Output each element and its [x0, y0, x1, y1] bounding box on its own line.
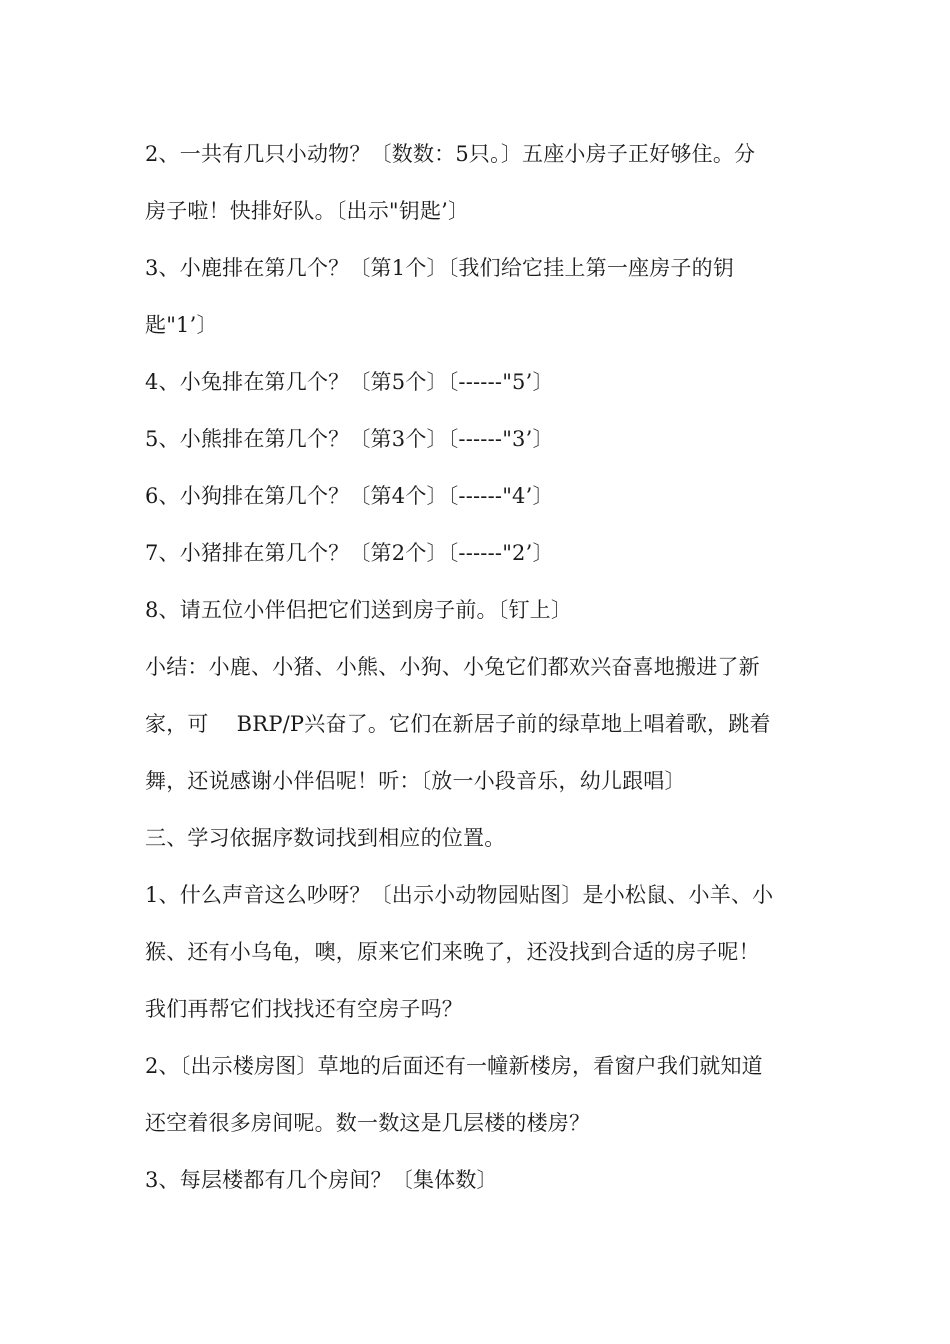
text-line: 5、小熊排在第几个？〔第3个〕〔------"3’〕 — [145, 427, 554, 451]
text-line: 7、小猪排在第几个？〔第2个〕〔------"2’〕 — [145, 541, 554, 565]
text-line: 3、每层楼都有几个房间？〔集体数〕 — [145, 1168, 498, 1192]
text-line: 1、什么声音这么吵呀？〔出示小动物园贴图〕是小松鼠、小羊、小 — [145, 883, 774, 907]
text-line: 还空着很多房间呢。数一数这是几层楼的楼房？ — [145, 1111, 591, 1135]
text-line: 匙"1’〕 — [145, 313, 218, 337]
text-line: 8、请五位小伴侣把它们送到房子前。〔钉上〕 — [145, 598, 573, 622]
text-line: 家，可 BRP/P兴奋了。它们在新居子前的绿草地上唱着歌，跳着 — [145, 712, 771, 736]
text-line: 房子啦！快排好队。〔出示"钥匙’〕 — [145, 199, 470, 223]
text-line: 4、小兔排在第几个？〔第5个〕〔------"5’〕 — [145, 370, 554, 394]
text-line: 我们再帮它们找找还有空房子吗？ — [145, 997, 463, 1021]
text-line: 6、小狗排在第几个？〔第4个〕〔------"4’〕 — [145, 484, 554, 508]
text-line: 小结：小鹿、小猪、小熊、小狗、小兔它们都欢兴奋喜地搬进了新 — [145, 655, 760, 679]
text-line: 猴、还有小乌龟，噢，原来它们来晚了，还没找到合适的房子呢！ — [145, 940, 760, 964]
text-line: 舞，还说感谢小伴侣呢！听：〔放一小段音乐，幼儿跟唱〕 — [145, 769, 686, 793]
text-line: 2、一共有几只小动物？〔数数：5只。〕五座小房子正好够住。分 — [145, 142, 756, 166]
section-heading: 三、学习依据序数词找到相应的位置。 — [145, 826, 506, 850]
text-line: 3、小鹿排在第几个？〔第1个〕〔我们给它挂上第一座房子的钥 — [145, 256, 735, 280]
text-line: 2、〔出示楼房图〕草地的后面还有一幢新楼房，看窗户我们就知道 — [145, 1054, 763, 1078]
